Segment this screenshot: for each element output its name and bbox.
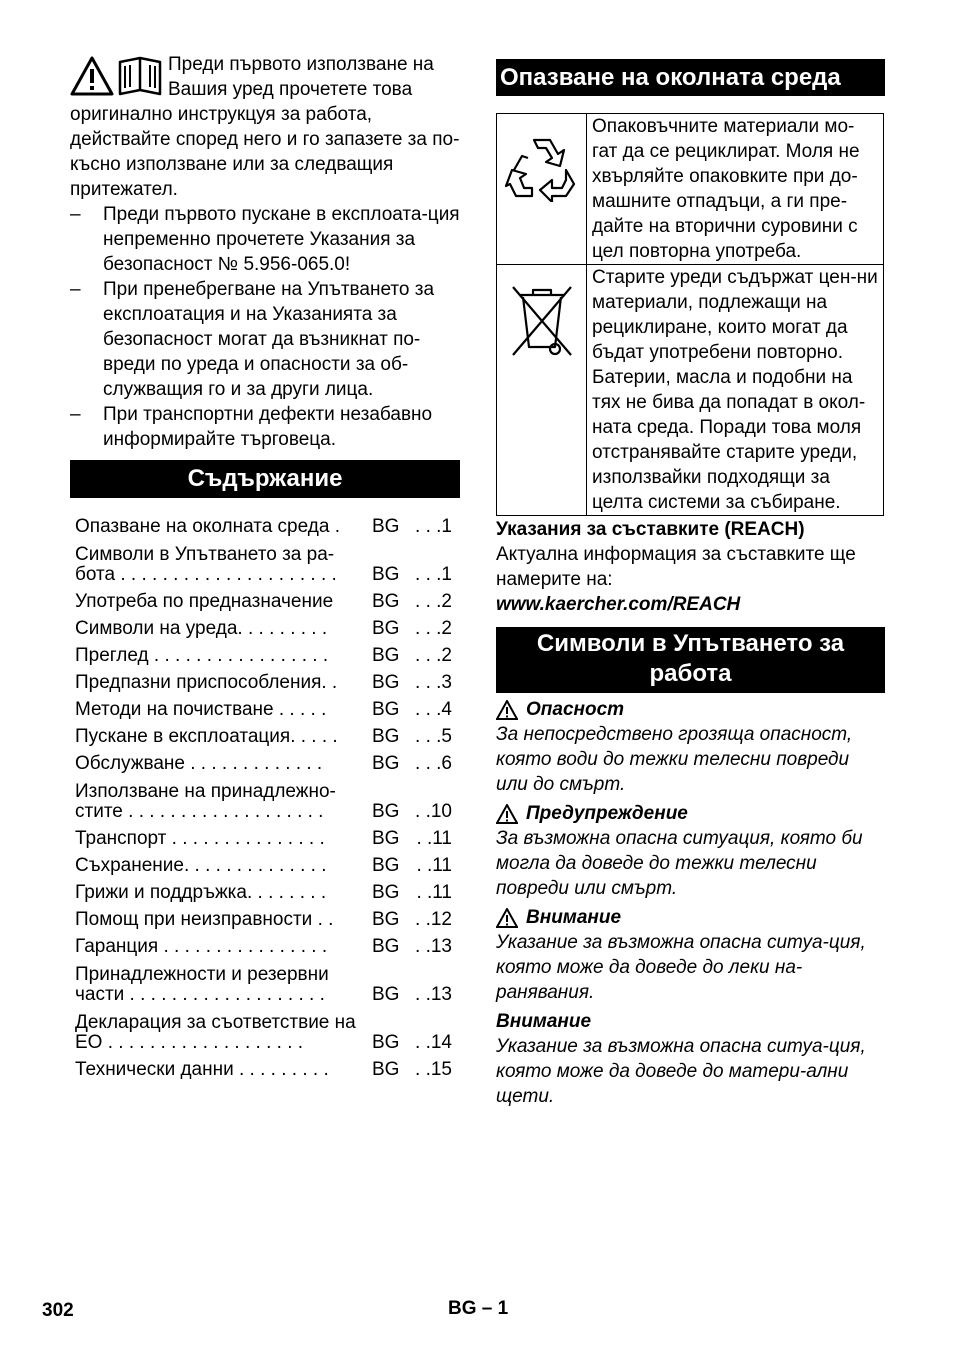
attention-title-text: Внимание (496, 1011, 592, 1032)
toc-lang: BG (372, 984, 400, 1005)
toc-title: Опазване на околната среда . (75, 517, 340, 537)
toc-page: . . .2 (415, 645, 452, 666)
toc-page: . .15 (415, 1059, 452, 1080)
table-of-contents (70, 512, 460, 1082)
warning-text: За възможна опасна ситуация, която би могла да доведе до тежки телесни повреди или смърт. (496, 828, 863, 899)
language-page-label: BG – 1 (448, 1298, 509, 1319)
toc-page: . . .1 (415, 516, 452, 537)
toc-row[interactable] (75, 668, 452, 695)
recycle-text: Опаковъчните материали мо-гат да се рециклират. Моля не хвърляйте опаковките при до-машните отпадъци, а ги пре-дайте на вторични суровини с цел повторна употреба. (587, 114, 884, 265)
toc-row[interactable] (75, 641, 452, 668)
caution-title (496, 905, 885, 930)
danger-title-text: Опасност (526, 699, 625, 720)
toc-page: . . .3 (415, 672, 452, 693)
recycle-icon-cell (497, 114, 587, 265)
environment-table (496, 113, 884, 516)
toc-row[interactable] (75, 512, 452, 539)
toc-row[interactable] (75, 1055, 452, 1082)
manual-book-icon (120, 58, 160, 94)
toc-page: . . .2 (415, 591, 452, 612)
symbols-heading: Символи в Упътването за работа (496, 627, 885, 693)
toc-title: Методи на почистване . . . . . (75, 700, 327, 720)
toc-page: . .13 (415, 984, 452, 1005)
toc-row[interactable] (75, 824, 452, 851)
list-item: – При транспортни дефекти незабавно информирайте търговеца. (70, 402, 460, 452)
toc-lang: BG (372, 1059, 400, 1080)
warning-triangle-icon (72, 58, 112, 94)
toc-title: Символи на уреда. . . . . . . . . (75, 619, 328, 639)
toc-lang: BG (372, 672, 400, 693)
toc-row[interactable] (75, 932, 452, 959)
warning-triangle-icon (496, 804, 518, 824)
toc-title: Преглед . . . . . . . . . . . . . . . . . (75, 646, 329, 666)
toc-lang: BG (372, 855, 400, 876)
recycle-icon (504, 132, 580, 202)
toc-title: Декларация за съответствие на ЕО . . . . . . . . . . . . . . . . . . . (75, 1013, 356, 1053)
danger-title (496, 697, 885, 722)
crossed-bin-icon (509, 283, 575, 359)
toc-page: . .11 (416, 882, 452, 903)
toc-page: . . .4 (415, 699, 452, 720)
toc-title: Използване на принадлежно-стите . . . . . . . . . . . . . . . . . . . (75, 782, 336, 822)
toc-lang: BG (372, 591, 400, 612)
toc-lang: BG (372, 564, 400, 585)
toc-lang: BG (372, 909, 400, 930)
toc-row[interactable] (75, 905, 452, 932)
caution-text: Указание за възможна опасна ситуа-ция, която може да доведе до леки на-ранявания. (496, 932, 866, 1003)
toc-title: Символи в Упътването за ра-бота . . . . . . . . . . . . . . . . . . . . . (75, 545, 337, 585)
caution-title-text: Внимание (526, 907, 622, 928)
toc-page: . . .1 (415, 564, 452, 585)
toc-lang: BG (372, 699, 400, 720)
toc-lang: BG (372, 618, 400, 639)
toc-title: Обслужване . . . . . . . . . . . . . (75, 754, 323, 774)
toc-title: Грижи и поддръжка. . . . . . . . (75, 883, 327, 903)
warning-triangle-icon (496, 908, 518, 928)
toc-title: Помощ при неизправности . . (75, 910, 334, 930)
toc-lang: BG (372, 882, 400, 903)
toc-row[interactable] (75, 776, 452, 824)
intro-bullet-list (70, 202, 460, 452)
toc-title: Транспорт . . . . . . . . . . . . . . . (75, 829, 325, 849)
toc-title: Принадлежности и резервни части . . . . . . . . . . . . . . . . . . . (75, 965, 329, 1005)
toc-row[interactable] (75, 851, 452, 878)
table-row (497, 265, 884, 516)
reach-heading: Указания за съставките (REACH) (496, 519, 805, 540)
toc-page: . .11 (416, 828, 452, 849)
toc-page: . .11 (416, 855, 452, 876)
toc-lang: BG (372, 726, 400, 747)
environment-heading: Опазване на околната среда (496, 59, 885, 96)
toc-title: Пускане в експлоатация. . . . . (75, 727, 338, 747)
intro-icons (70, 56, 164, 102)
toc-row[interactable] (75, 614, 452, 641)
toc-page: . .14 (415, 1032, 452, 1053)
toc-lang: BG (372, 801, 400, 822)
danger-text: За непосредствено грозяща опасност, която води до тежки телесни повреди или до смърт. (496, 724, 853, 795)
toc-row[interactable] (75, 749, 452, 776)
toc-page: . .10 (415, 801, 452, 822)
toc-title: Предпазни приспособления. . (75, 673, 338, 693)
toc-title: Гаранция . . . . . . . . . . . . . . . . (75, 937, 328, 957)
old-devices-text: Старите уреди съдържат цен-ни материали, подлежащи на рециклиране, които могат да бъдат употребени повторно. Батерии, масла и подобни на тях не бива да попадат в окол-ната среда. Поради това моля отстранявайте старите уреди, използвайки подходящи за целта системи за събиране. (587, 265, 884, 516)
toc-heading: Съдържание (70, 460, 460, 498)
reach-link[interactable]: www.kaercher.com/REACH (496, 594, 741, 615)
toc-lang: BG (372, 936, 400, 957)
toc-page: . .12 (415, 909, 452, 930)
warning-title (496, 801, 885, 826)
list-item: – При пренебрегване на Упътването за експлоатация и на Указанията за безопасност могат да възникнат по-вреди по уреда и опасности за об-служващия го и за други лица. (70, 277, 460, 402)
intro-text: Преди първото използване на Вашия уред прочетете това оригинално инструкцуя за работа, действайте според него и го запазете за по-късно използване или за следващия притежател. (70, 54, 460, 200)
toc-row[interactable] (75, 539, 452, 587)
toc-lang: BG (372, 645, 400, 666)
toc-row[interactable] (75, 722, 452, 749)
toc-title: Технически данни . . . . . . . . . (75, 1060, 329, 1080)
toc-page: . .13 (415, 936, 452, 957)
toc-title: Съхранение. . . . . . . . . . . . . . (75, 856, 327, 876)
page-number: 302 (42, 1300, 74, 1321)
right-column (496, 59, 885, 1109)
warning-title-text: Предупреждение (526, 803, 688, 824)
toc-row[interactable] (75, 878, 452, 905)
list-item: – Преди първото пускане в експлоата-ция непременно прочетете Указания за безопасност № 5.956-065.0! (70, 202, 460, 277)
toc-row[interactable] (75, 587, 452, 614)
toc-lang: BG (372, 1032, 400, 1053)
warning-triangle-icon (496, 700, 518, 720)
table-row (497, 114, 884, 265)
toc-lang: BG (372, 516, 400, 537)
crossed-bin-icon-cell (497, 265, 587, 516)
toc-row[interactable] (75, 1007, 452, 1055)
toc-title: Употреба по предназначение (75, 592, 334, 612)
attention-text: Указание за възможна опасна ситуа-ция, която може да доведе до матери-ални щети. (496, 1036, 866, 1107)
left-column (70, 52, 460, 1082)
toc-row[interactable] (75, 959, 452, 1007)
toc-lang: BG (372, 753, 400, 774)
toc-page: . . .2 (415, 618, 452, 639)
toc-row[interactable] (75, 695, 452, 722)
attention-title (496, 1009, 885, 1034)
toc-page: . . .6 (415, 753, 452, 774)
toc-lang: BG (372, 828, 400, 849)
toc-page: . . .5 (415, 726, 452, 747)
reach-text: Актуална информация за съставките ще намерите на: (496, 544, 856, 590)
